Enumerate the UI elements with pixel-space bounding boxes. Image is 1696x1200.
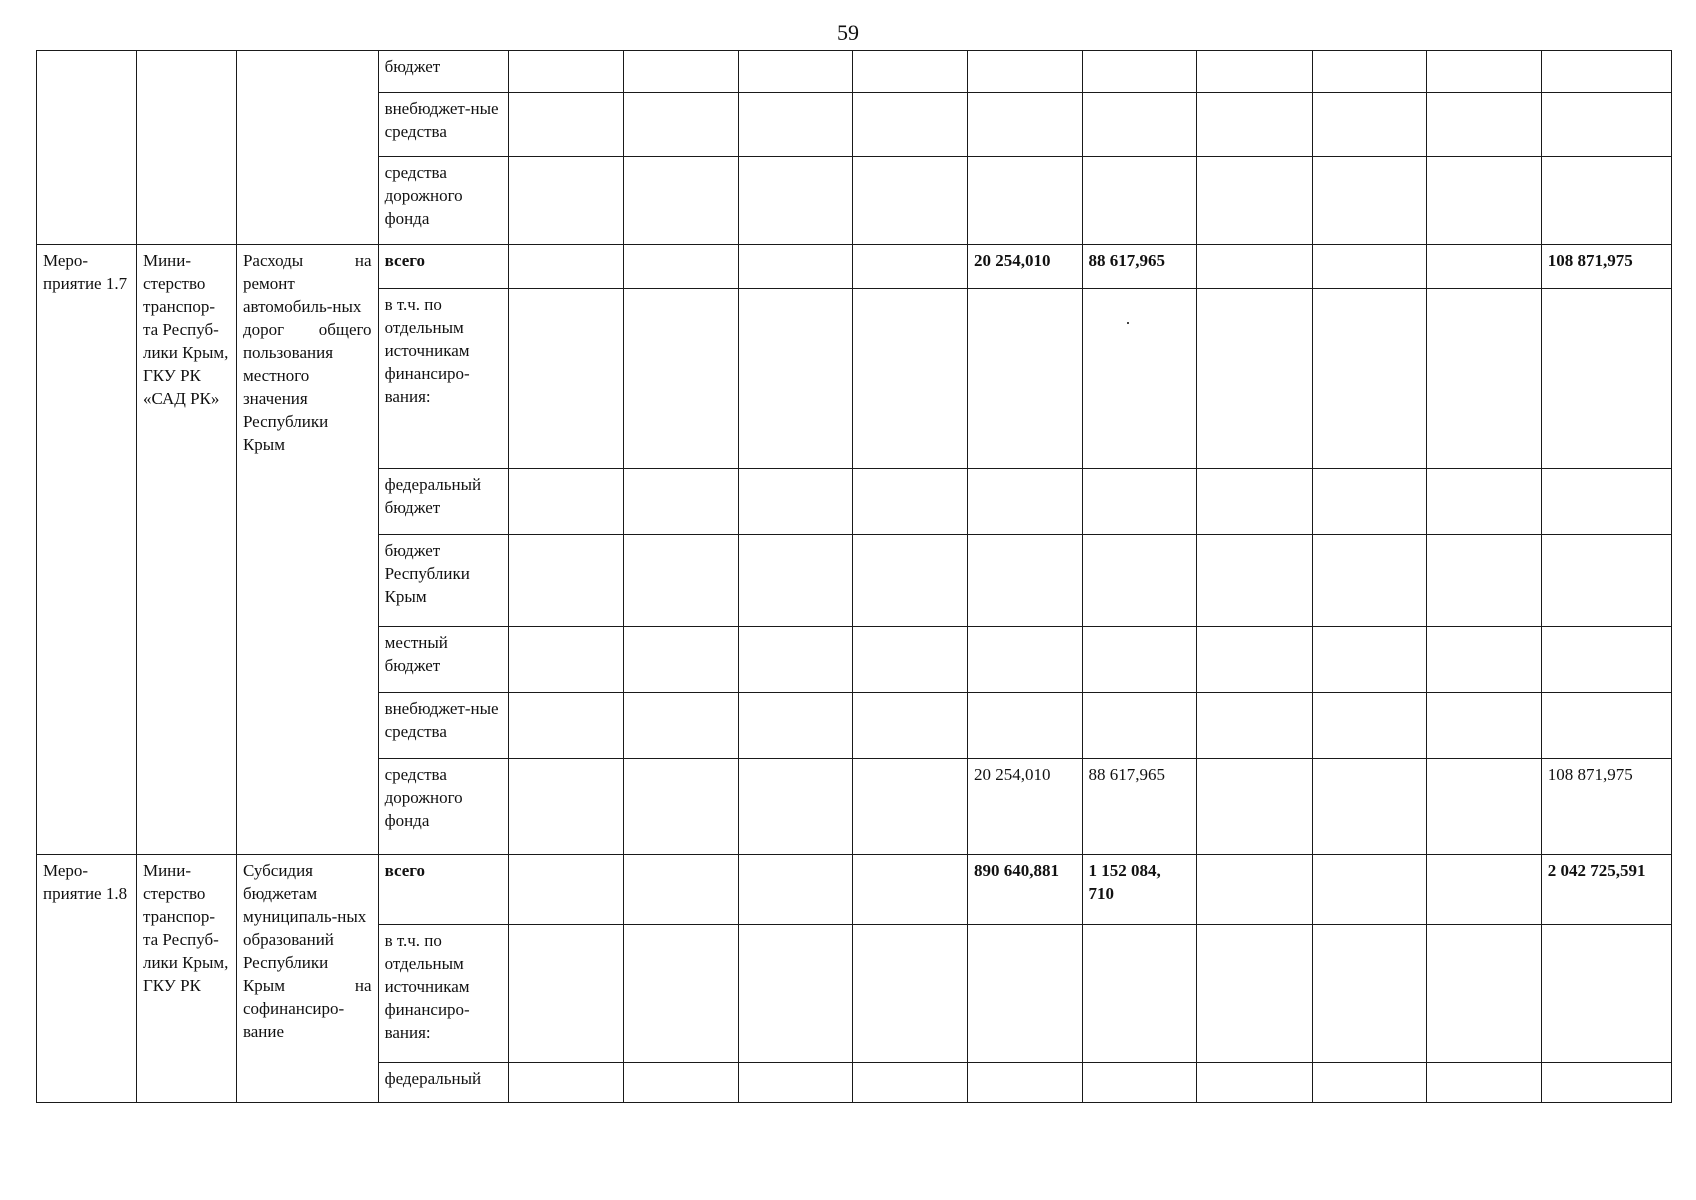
table-row [37, 51, 1672, 93]
cell-executor: Мини-стерство транспор-та Респуб-лики Крым, ГКУ РК «САД РК» [136, 245, 236, 855]
cell-source: местный бюджет [378, 627, 508, 693]
cell-source: федеральный бюджет [378, 469, 508, 535]
cell-executor: Мини-стерство транспор-та Респуб-лики Крым, ГКУ РК [136, 855, 236, 1103]
cell-source-total: всего [378, 855, 508, 925]
cell-source: средства дорожного фонда [378, 759, 508, 855]
cell-description: Субсидия бюджетам муниципаль-ных образований Республики Крым на софинансиро-вание [236, 855, 378, 1103]
cell-description: Расходы на ремонт автомобиль-ных дорог общего пользования местного значения Республики Крым [236, 245, 378, 855]
cell-source: внебюджет-ные средства [378, 693, 508, 759]
page-number: 59 [837, 20, 859, 45]
cell-value: 20 254,010 [967, 759, 1082, 855]
cell-value: 1 152 084, 710 [1082, 855, 1197, 925]
scan-dot [1127, 322, 1129, 324]
cell-source: в т.ч. по отдельным источникам финансиро-вания: [378, 925, 508, 1063]
cell-measure-empty [37, 51, 137, 245]
budget-table [36, 50, 1672, 1103]
cell-source-total: всего [378, 245, 508, 289]
cell-value: 88 617,965 [1082, 245, 1197, 289]
table-row [37, 855, 1672, 925]
cell-total: 2 042 725,591 [1541, 855, 1671, 925]
cell-source: федеральный [378, 1063, 508, 1103]
cell-description-empty [236, 51, 378, 245]
cell-measure-name: Меро-приятие 1.8 [37, 855, 137, 1103]
cell-source: бюджет [378, 51, 508, 93]
cell-source: в т.ч. по отдельным источникам финансиро-вания: [378, 289, 508, 469]
cell-value: 890 640,881 [967, 855, 1082, 925]
cell-value: 20 254,010 [967, 245, 1082, 289]
cell-total: 108 871,975 [1541, 759, 1671, 855]
cell-measure-name: Меро-приятие 1.7 [37, 245, 137, 855]
table-row [37, 245, 1672, 289]
cell-executor-empty [136, 51, 236, 245]
cell-total: 108 871,975 [1541, 245, 1671, 289]
cell-source: бюджет Республики Крым [378, 535, 508, 627]
cell-source: внебюджет-ные средства [378, 93, 508, 157]
cell-value: 88 617,965 [1082, 759, 1197, 855]
cell-source: средства дорожного фонда [378, 157, 508, 245]
